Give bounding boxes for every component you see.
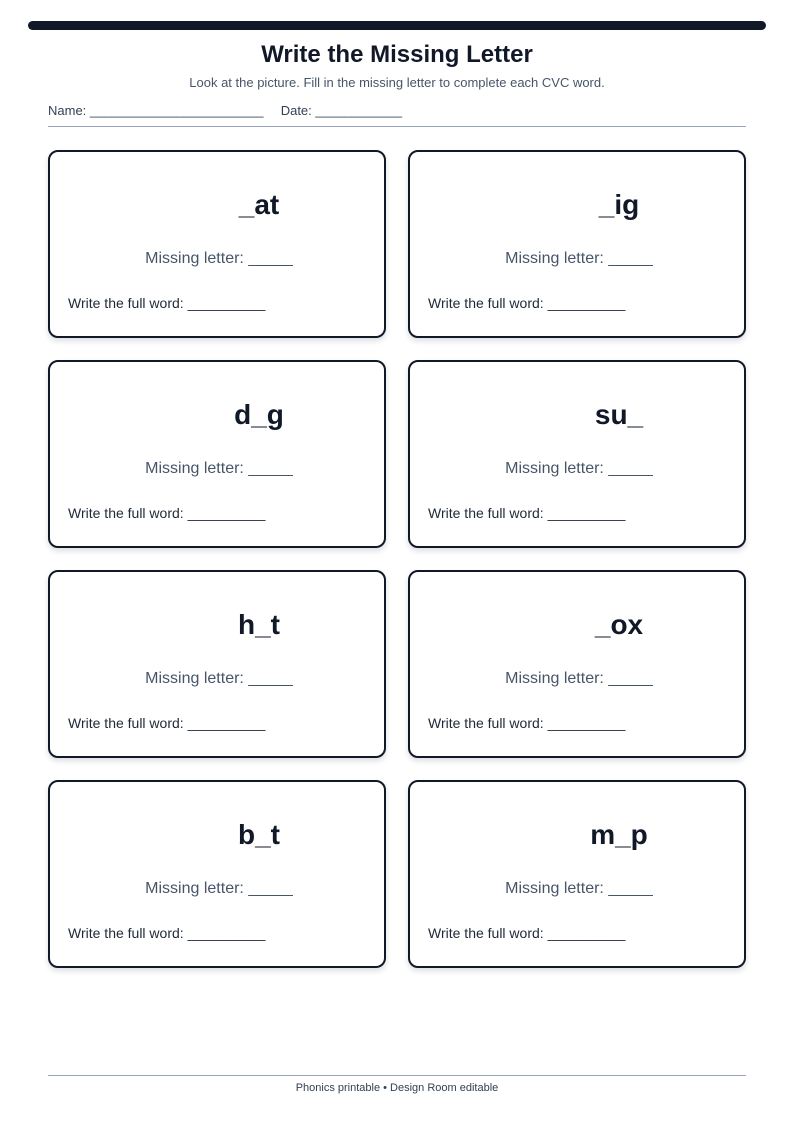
missing-letter-line <box>50 249 388 269</box>
full-word-label: Write the full word: <box>68 505 184 521</box>
cvc-word: d_g <box>234 399 284 430</box>
full-word-line <box>68 714 265 732</box>
missing-letter-line <box>410 669 748 689</box>
full-word-line <box>428 714 625 732</box>
missing-letter-line <box>50 669 388 689</box>
top-accent-bar <box>28 21 766 30</box>
missing-letter-label: Missing letter: <box>145 460 244 477</box>
word-card <box>48 780 386 968</box>
cvc-word: h_t <box>238 609 280 640</box>
cvc-word: b_t <box>238 819 280 850</box>
full-word-blank[interactable]: __________ <box>187 295 266 311</box>
missing-letter-label: Missing letter: <box>145 250 244 267</box>
missing-letter-label: Missing letter: <box>145 880 244 897</box>
full-word-line <box>68 924 265 942</box>
full-word-blank[interactable]: __________ <box>547 715 626 731</box>
missing-letter-blank[interactable]: _____ <box>608 460 653 477</box>
cvc-word: m_p <box>590 819 648 850</box>
missing-letter-label: Missing letter: <box>505 670 604 687</box>
missing-letter-line <box>50 459 388 479</box>
footer-divider <box>48 1075 746 1076</box>
cvc-word: su_ <box>594 399 644 430</box>
full-word-label: Write the full word: <box>428 925 544 941</box>
missing-letter-blank[interactable]: _____ <box>248 460 293 477</box>
full-word-line <box>428 504 625 522</box>
footer-credit: Phonics printable • Design Room editable <box>295 1082 499 1094</box>
missing-letter-blank[interactable]: _____ <box>608 670 653 687</box>
missing-letter-label: Missing letter: <box>505 880 604 897</box>
name-date-row <box>48 102 402 120</box>
word-card <box>48 360 386 548</box>
worksheet-instructions: Look at the picture. Fill in the missing letter to complete each CVC word. <box>189 75 605 90</box>
full-word-line <box>68 504 265 522</box>
name-blank[interactable]: ________________________ <box>89 103 264 118</box>
missing-letter-blank[interactable]: _____ <box>248 250 293 267</box>
full-word-label: Write the full word: <box>428 505 544 521</box>
missing-letter-blank[interactable]: _____ <box>608 250 653 267</box>
full-word-label: Write the full word: <box>68 295 184 311</box>
missing-letter-line <box>50 879 388 899</box>
full-word-blank[interactable]: __________ <box>187 715 266 731</box>
word-card <box>408 570 746 758</box>
missing-letter-blank[interactable]: _____ <box>608 880 653 897</box>
full-word-label: Write the full word: <box>68 925 184 941</box>
word-card <box>48 570 386 758</box>
full-word-label: Write the full word: <box>428 295 544 311</box>
worksheet-title: Write the Missing Letter <box>261 41 533 68</box>
full-word-label: Write the full word: <box>68 715 184 731</box>
missing-letter-line <box>410 249 748 269</box>
full-word-line <box>428 294 625 312</box>
full-word-blank[interactable]: __________ <box>547 505 626 521</box>
missing-letter-label: Missing letter: <box>145 670 244 687</box>
header-divider <box>48 126 746 127</box>
full-word-line <box>428 924 625 942</box>
cvc-word: _ig <box>598 189 640 220</box>
cvc-word: _at <box>238 189 280 220</box>
word-card <box>408 150 746 338</box>
date-label: Date: <box>280 103 312 118</box>
missing-letter-blank[interactable]: _____ <box>248 880 293 897</box>
missing-letter-line <box>410 459 748 479</box>
full-word-line <box>68 294 265 312</box>
missing-letter-label: Missing letter: <box>505 250 604 267</box>
full-word-blank[interactable]: __________ <box>547 925 626 941</box>
full-word-blank[interactable]: __________ <box>187 925 266 941</box>
missing-letter-blank[interactable]: _____ <box>248 670 293 687</box>
word-card <box>48 150 386 338</box>
date-blank[interactable]: ____________ <box>315 103 403 118</box>
full-word-blank[interactable]: __________ <box>187 505 266 521</box>
full-word-label: Write the full word: <box>428 715 544 731</box>
full-word-blank[interactable]: __________ <box>547 295 626 311</box>
missing-letter-line <box>410 879 748 899</box>
word-card <box>408 360 746 548</box>
word-card <box>408 780 746 968</box>
missing-letter-label: Missing letter: <box>505 460 604 477</box>
cvc-word: _ox <box>594 609 644 640</box>
name-label: Name: <box>48 103 87 118</box>
